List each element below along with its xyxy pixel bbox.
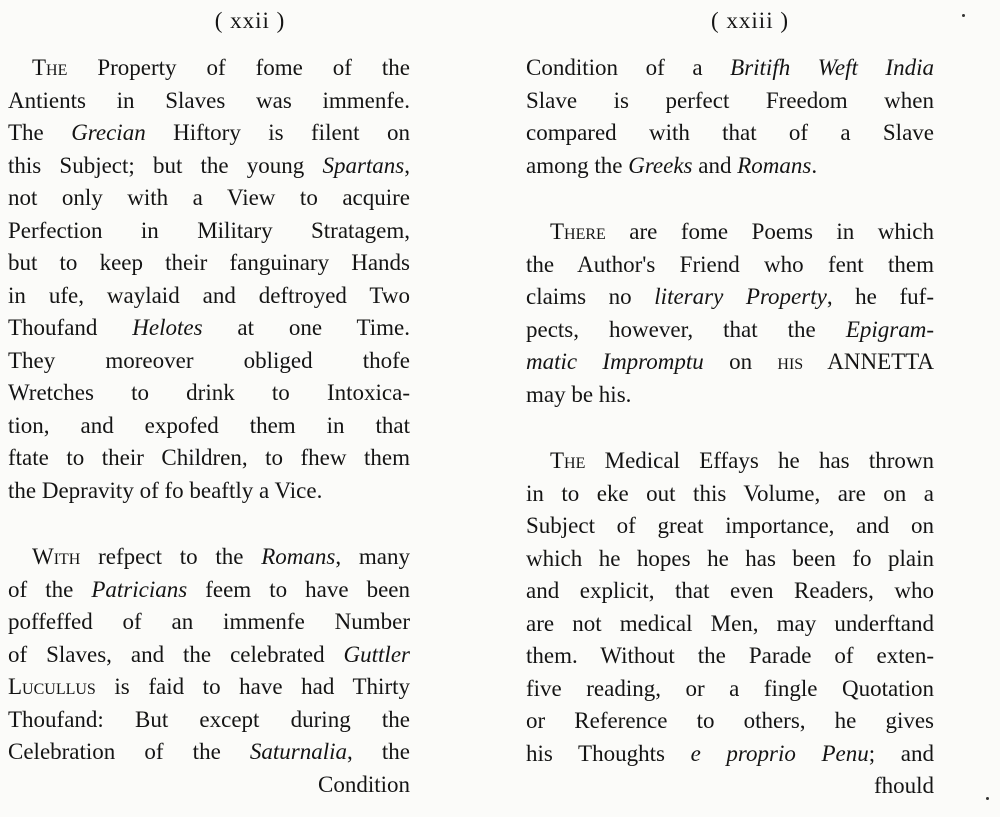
right-page xyxy=(500,0,1000,817)
text-line xyxy=(8,377,410,410)
text-run: may be his. xyxy=(526,381,632,407)
text-line xyxy=(8,312,410,345)
text-run: in ufe, waylaid and deftroyed Two xyxy=(8,282,410,308)
text-line xyxy=(526,379,934,412)
text-line xyxy=(526,738,934,771)
text-run: They moreover obliged thofe xyxy=(8,347,410,373)
paragraph xyxy=(526,52,934,182)
small-caps-text: Lucullus xyxy=(8,674,96,699)
text-line xyxy=(8,671,410,704)
text-run: Medical Effays he has thrown xyxy=(585,448,934,473)
text-run: feem to have been xyxy=(187,576,410,602)
page-number: ( xxii ) xyxy=(214,8,286,33)
text-run: tion, and expofed them in that xyxy=(8,412,410,438)
italic-text: Helotes xyxy=(132,315,203,340)
text-line xyxy=(526,510,934,543)
italic-text: Romans xyxy=(261,544,336,569)
text-run: of the xyxy=(8,576,92,602)
text-line xyxy=(8,639,410,672)
text-run: in to eke out this Volume, are on a xyxy=(526,480,934,506)
text-line xyxy=(526,770,934,803)
text-line xyxy=(526,445,934,478)
text-run: refpect to the xyxy=(80,544,262,569)
text-run: of Slaves, and the celebrated xyxy=(8,641,344,667)
italic-text: Romans xyxy=(737,152,812,178)
text-line xyxy=(8,85,410,118)
text-line xyxy=(526,216,934,249)
ink-speck xyxy=(986,797,989,800)
text-run: Hiftory is filent on xyxy=(145,120,410,145)
text-line xyxy=(526,314,934,347)
text-run: compared with that of a Slave xyxy=(526,120,934,145)
text-run: . xyxy=(811,152,818,178)
text-line xyxy=(526,673,934,706)
text-line xyxy=(8,345,410,378)
text-run: Thoufand xyxy=(8,315,133,340)
text-run: which he hopes he has been fo plain xyxy=(526,545,934,571)
text-run: ; and xyxy=(868,740,934,766)
text-line xyxy=(8,150,410,183)
text-line xyxy=(526,608,934,641)
text-run: ANNETTA xyxy=(803,349,934,374)
small-caps-text: The xyxy=(32,55,68,80)
small-caps-text: There xyxy=(550,219,606,244)
text-line xyxy=(526,117,934,150)
italic-text: Saturnalia xyxy=(249,739,348,764)
italic-text: Greeks xyxy=(628,152,693,178)
italic-text: Epigram- xyxy=(845,316,934,342)
text-line xyxy=(526,150,934,183)
text-line xyxy=(8,52,410,85)
text-run: on xyxy=(703,349,778,374)
text-line xyxy=(526,543,934,576)
text-run: them. Without the Parade of exten- xyxy=(526,643,934,668)
text-run: not only with a View to acquire xyxy=(8,185,410,210)
text-run: , he fuf- xyxy=(826,284,934,309)
text-line xyxy=(8,182,410,215)
italic-text: Britifh Weft India xyxy=(730,55,934,80)
text-run: Antients in Slaves was immenfe. xyxy=(8,87,410,113)
text-run: this Subject; but the young xyxy=(8,152,323,178)
ink-speck xyxy=(962,14,965,17)
text-run: , the xyxy=(347,739,410,764)
text-line xyxy=(8,574,410,607)
text-line xyxy=(526,281,934,314)
text-line xyxy=(526,640,934,673)
text-line xyxy=(8,475,410,508)
text-run: Condition of a xyxy=(526,55,731,80)
text-column xyxy=(526,52,934,803)
text-run: Slave is perfect Freedom when xyxy=(526,87,934,113)
text-run: ftate to their Children, to fhew them xyxy=(8,445,410,470)
paragraph-gap xyxy=(8,507,410,541)
italic-text: literary Property xyxy=(654,284,827,309)
text-run: at one Time. xyxy=(202,315,410,340)
text-run: but to keep their fanguinary Hands xyxy=(8,250,410,275)
text-run: fhould xyxy=(873,773,934,798)
text-line xyxy=(526,52,934,85)
text-run: claims no xyxy=(526,284,655,309)
text-run: his Thoughts xyxy=(526,740,691,766)
text-line xyxy=(526,478,934,511)
text-run: are not medical Men, may underftand xyxy=(526,610,934,636)
text-run: , many xyxy=(335,544,410,569)
text-run: pects, however, that the xyxy=(526,316,846,342)
paragraph xyxy=(8,52,410,507)
text-line xyxy=(526,249,934,282)
italic-text: Grecian xyxy=(71,120,146,145)
text-line xyxy=(8,606,410,639)
text-line xyxy=(8,117,410,150)
small-caps-text: With xyxy=(32,544,81,569)
text-run: Celebration of the xyxy=(8,739,250,764)
text-line xyxy=(8,769,410,802)
text-run: is faid to have had Thirty xyxy=(95,674,410,699)
text-line xyxy=(8,541,410,574)
text-line xyxy=(8,280,410,313)
text-run: , xyxy=(404,152,410,178)
text-run: Perfection in Military Stratagem, xyxy=(8,217,410,243)
text-run: Wretches to drink to Intoxica- xyxy=(8,380,410,405)
text-run: Subject of great importance, and on xyxy=(526,513,934,538)
paragraph xyxy=(526,445,934,803)
text-line xyxy=(526,705,934,738)
text-run: the Depravity of fo beaftly a Vice. xyxy=(8,477,323,503)
text-line xyxy=(526,575,934,608)
text-line xyxy=(526,85,934,118)
text-line xyxy=(8,215,410,248)
text-run: or Reference to others, he gives xyxy=(526,708,934,733)
small-caps-text: his xyxy=(777,349,804,374)
small-caps-text: The xyxy=(550,448,586,473)
paragraph xyxy=(8,541,410,801)
text-line xyxy=(8,442,410,475)
page-number: ( xxiii ) xyxy=(711,8,789,33)
text-run: and xyxy=(692,152,738,178)
paragraph-gap xyxy=(526,182,934,216)
italic-text: Guttler xyxy=(343,641,410,667)
text-run: Property of fome of the xyxy=(67,55,410,80)
text-run: poffeffed of an immenfe Number xyxy=(8,609,410,634)
italic-text: Patricians xyxy=(91,576,188,602)
text-column xyxy=(8,52,410,801)
italic-text: Spartans xyxy=(322,152,405,178)
text-run: five reading, or a fingle Quotation xyxy=(526,675,934,701)
italic-text: e proprio Penu xyxy=(690,740,869,766)
italic-text: matic Impromptu xyxy=(526,349,704,374)
paragraph-gap xyxy=(526,411,934,445)
text-run: Condition xyxy=(317,771,410,797)
text-line xyxy=(8,247,410,280)
text-line xyxy=(8,410,410,443)
text-run: are fome Poems in which xyxy=(605,219,934,244)
text-line xyxy=(8,704,410,737)
text-run: and explicit, that even Readers, who xyxy=(526,578,934,603)
text-run: Thoufand: But except during the xyxy=(8,706,410,732)
paragraph xyxy=(526,216,934,411)
text-line xyxy=(526,346,934,379)
text-run: among the xyxy=(526,152,629,178)
text-run: the Author's Friend who fent them xyxy=(526,251,934,277)
text-run: The xyxy=(8,120,72,145)
text-line xyxy=(8,736,410,769)
